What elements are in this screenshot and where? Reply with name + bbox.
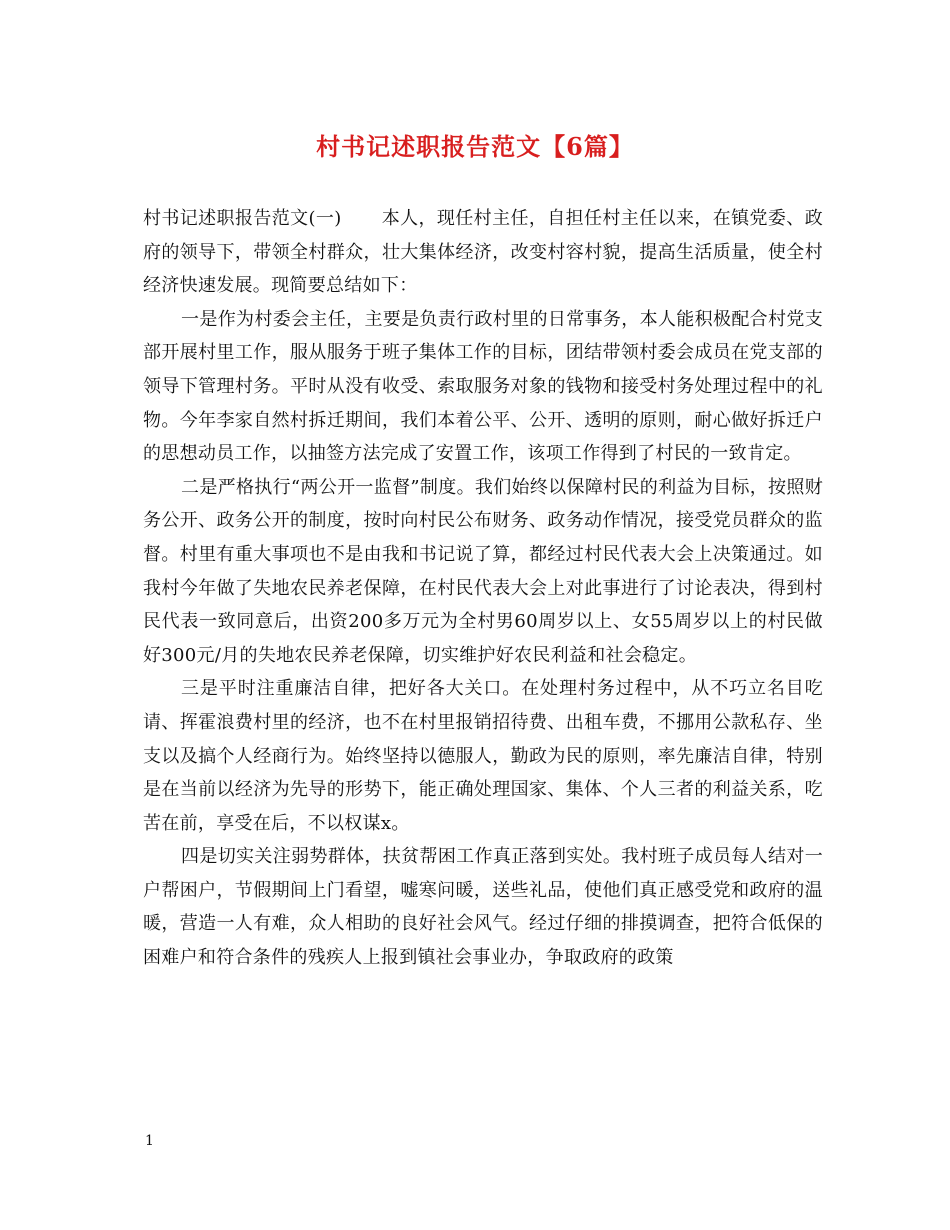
body-paragraph-2: 二是严格执行“两公开一监督”制度。我们始终以保障村民的利益为目标，按照财务公开、政务公开的制度，按时向村民公布财务、政务动作情况，接受党员群众的监督。村里有重大事项也不是由我和书记说了算，都经过村民代表大会上决策通过。如我村今年做了失地农民养老保障，在村民代表大会上对此事进行了讨论表决，得到村民代表一致同意后，出资200多万元为全村男60周岁以上、女55周岁以上的村民做好300元/月的失地农民养老保障，切实维护好农民利益和社会稳定。 [143,476,823,666]
intro-text: 本人，现任村主任，自担任村主任以来，在镇党委、政府的领导下，带领全村群众，壮大集体经济，改变村容村貌，提高生活质量，使全村经济快速发展。现简要总结如下： [143,208,823,297]
intro-paragraph [143,202,823,303]
page-number: 1 [145,1133,154,1149]
body-paragraph-4: 四是切实关注弱势群体，扶贫帮困工作真正落到实处。我村班子成员每人结对一户帮困户，节假期间上门看望，嘘寒问暖，送些礼品，使他们真正感受党和政府的温暖，营造一人有难，众人相助的良好社会风气。经过仔细的排摸调查，把符合低保的困难户和符合条件的残疾人上报到镇社会事业办，争取政府的政策 [143,846,823,969]
document-title: 村书记述职报告范文【6篇】 [316,132,634,161]
section-label: 村书记述职报告范文(一) [143,208,342,229]
document-body [143,202,823,975]
body-paragraph-1: 一是作为村委会主任，主要是负责行政村里的日常事务，本人能积极配合村党支部开展村里工作，服从服务于班子集体工作的目标，团结带领村委会成员在党支部的领导下管理村务。平时从没有收受、索取服务对象的钱物和接受村务处理过程中的礼物。今年李家自然村拆迁期间，我们本着公平、公开、透明的原则，耐心做好拆迁户的思想动员工作，以抽签方法完成了安置工作，该项工作得到了村民的一致肯定。 [143,308,823,465]
body-paragraph-3: 三是平时注重廉洁自律，把好各大关口。在处理村务过程中，从不巧立名目吃请、挥霍浪费村里的经济，也不在村里报销招待费、出租车费，不挪用公款私存、坐支以及搞个人经商行为。始终坚持以德服人，勤政为民的原则，率先廉洁自律，特别是在当前以经济为先导的形势下，能正确处理国家、集体、个人三者的利益关系，吃苦在前，享受在后，不以权谋x。 [143,678,823,834]
